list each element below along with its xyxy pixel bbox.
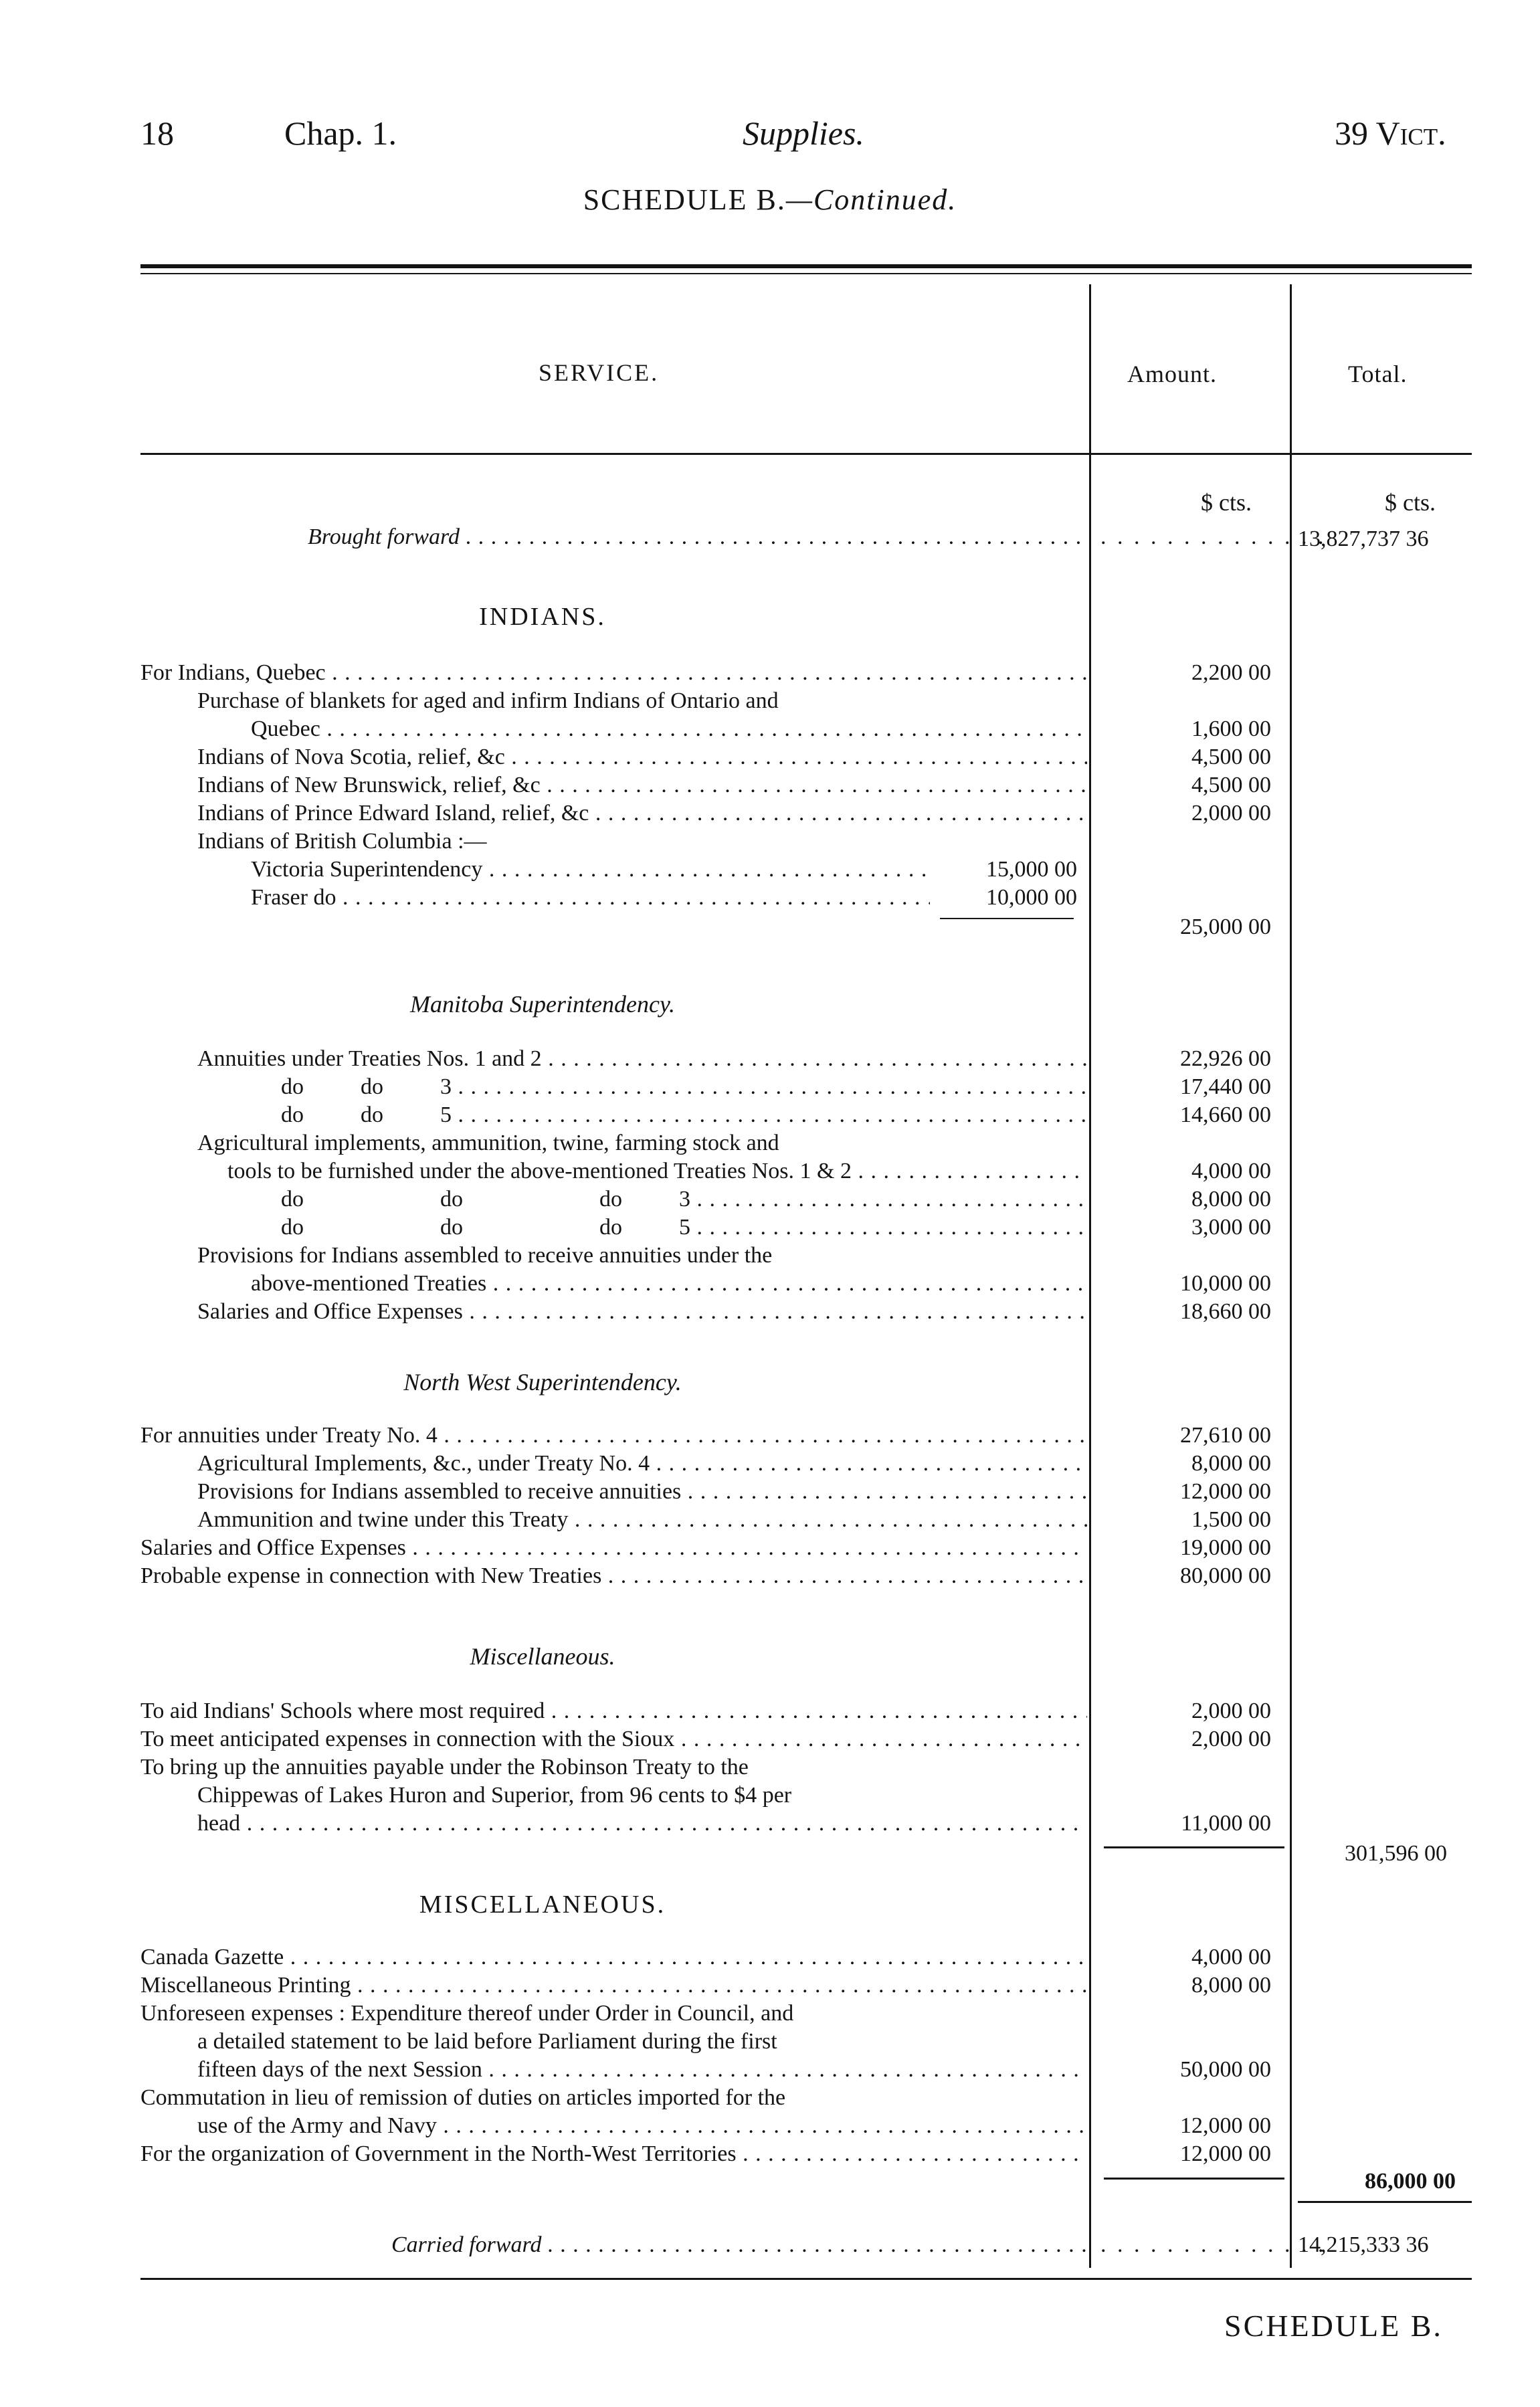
section-title-indians: INDIANS. bbox=[479, 603, 606, 631]
list-item: Victoria Superintendency . . . bbox=[251, 856, 930, 884]
carried-forward-dots: . . . . . . . . . . . . . . bbox=[1100, 2232, 1327, 2257]
amount-value: 1,500 00 bbox=[1191, 1507, 1271, 1532]
list-item: tools to be furnished under the above-mentioned Treaties Nos. 1 & 2 . . . bbox=[227, 1157, 1087, 1185]
list-item: To aid Indians' Schools where most required . . . bbox=[140, 1697, 1087, 1725]
chapter-label: Chap. 1. bbox=[284, 114, 397, 152]
running-title: Supplies. bbox=[743, 114, 864, 152]
list-item: Indians of Nova Scotia, relief, &c . . . bbox=[197, 743, 1087, 771]
list-item: Provisions for Indians assembled to receive annuities under the bbox=[197, 1243, 773, 1268]
list-item: fifteen days of the next Session . . . bbox=[197, 2056, 1087, 2084]
top-rule-thick bbox=[140, 264, 1472, 268]
amount-value: 3,000 00 bbox=[1191, 1215, 1271, 1240]
amount-value: 1,600 00 bbox=[1191, 716, 1271, 741]
list-item: To meet anticipated expenses in connection with the Sioux . . . bbox=[140, 1725, 1087, 1753]
carried-forward-label: Carried forward . . . bbox=[391, 2231, 1087, 2259]
amount-value: 8,000 00 bbox=[1191, 1187, 1271, 1212]
section-title-manitoba: Manitoba Superintendency. bbox=[410, 991, 675, 1018]
amount-value: 14,660 00 bbox=[1180, 1102, 1271, 1127]
amount-units: $ cts. bbox=[1201, 489, 1252, 516]
list-item: Commutation in lieu of remission of duties on articles imported for the bbox=[140, 2085, 786, 2110]
misc-amount-rule bbox=[1104, 2178, 1284, 2180]
amount-value: 4,500 00 bbox=[1191, 745, 1271, 769]
list-item: Chippewas of Lakes Huron and Superior, from 96 cents to $4 per bbox=[197, 1783, 792, 1808]
amount-value: 11,000 00 bbox=[1181, 1811, 1271, 1836]
list-item: Salaries and Office Expenses . . . bbox=[197, 1298, 1087, 1326]
list-item: above-mentioned Treaties . . . bbox=[251, 1270, 1087, 1298]
list-item: use of the Army and Navy . . . bbox=[197, 2112, 1087, 2140]
list-item: head . . . bbox=[197, 1810, 1087, 1838]
section-total-rule bbox=[1104, 1846, 1284, 1848]
brought-forward-row bbox=[308, 523, 1087, 551]
amount-value: 25,000 00 bbox=[1180, 914, 1271, 939]
amount-value: 17,440 00 bbox=[1180, 1074, 1271, 1099]
amount-value: 8,000 00 bbox=[1191, 1451, 1271, 1476]
amount-value: 50,000 00 bbox=[1180, 2057, 1271, 2082]
list-item: do do do 5 . . . bbox=[281, 1214, 1087, 1242]
column-divider-amount bbox=[1089, 284, 1091, 2268]
amount-value: 12,000 00 bbox=[1180, 2141, 1271, 2166]
carried-forward-total: 14,215,333 36 bbox=[1298, 2232, 1429, 2257]
subtotal-rule bbox=[940, 918, 1074, 919]
section-title-miscellaneous: MISCELLANEOUS. bbox=[419, 1891, 666, 1919]
list-item: Indians of British Columbia :— bbox=[197, 829, 487, 854]
schedule-heading bbox=[0, 183, 1540, 217]
list-item: a detailed statement to be laid before Parliament during the first bbox=[197, 2029, 777, 2054]
session-label: 39 Vict. bbox=[1335, 114, 1446, 152]
section-title-north-west: North West Superintendency. bbox=[403, 1369, 682, 1395]
column-head-total: Total. bbox=[1348, 361, 1408, 387]
section-total-indians: 301,596 00 bbox=[1345, 1841, 1447, 1866]
list-item: Unforeseen expenses : Expenditure thereof under Order in Council, and bbox=[140, 2001, 794, 2026]
catchword: SCHEDULE B. bbox=[1224, 2309, 1443, 2343]
amount-value: 4,000 00 bbox=[1191, 1159, 1271, 1183]
list-item: do do 5 . . . bbox=[281, 1101, 1087, 1129]
bottom-rule bbox=[140, 2278, 1472, 2280]
list-item: Quebec . . . bbox=[251, 715, 1087, 743]
list-item: Agricultural implements, ammunition, twine, farming stock and bbox=[197, 1131, 779, 1155]
top-rule-thin bbox=[140, 273, 1472, 274]
amount-value: 2,200 00 bbox=[1191, 660, 1271, 685]
list-item: Agricultural Implements, &c., under Treaty No. 4 . . . bbox=[197, 1450, 1087, 1478]
list-item: Canada Gazette . . . bbox=[140, 1943, 1087, 1971]
list-item: Miscellaneous Printing . . . bbox=[140, 1971, 1087, 2000]
amount-value: 2,000 00 bbox=[1191, 801, 1271, 826]
amount-value: 12,000 00 bbox=[1180, 1479, 1271, 1504]
list-item: Fraser do . . . bbox=[251, 884, 930, 912]
column-head-amount: Amount. bbox=[1127, 361, 1218, 387]
column-head-service: SERVICE. bbox=[539, 359, 660, 386]
amount-value: 27,610 00 bbox=[1180, 1423, 1271, 1448]
section-total-miscellaneous: 86,000 00 bbox=[1365, 2169, 1456, 2194]
brought-forward-dots: . . . . . . . . . . . . . . bbox=[1100, 524, 1327, 549]
amount-value: 12,000 00 bbox=[1180, 2113, 1271, 2138]
total-rule bbox=[1298, 2201, 1472, 2203]
amount-value: 8,000 00 bbox=[1191, 1973, 1271, 1998]
carried-forward-row bbox=[391, 2231, 1087, 2259]
list-item: For the organization of Government in the North-West Territories . . . bbox=[140, 2140, 1087, 2168]
list-item: Provisions for Indians assembled to receive annuities . . . bbox=[197, 1478, 1087, 1506]
list-item: Ammunition and twine under this Treaty . . . bbox=[197, 1506, 1087, 1534]
column-divider-total bbox=[1290, 284, 1292, 2268]
amount-value: 22,926 00 bbox=[1180, 1046, 1271, 1071]
list-item: To bring up the annuities payable under the Robinson Treaty to the bbox=[140, 1755, 749, 1779]
amount-value: 4,500 00 bbox=[1191, 773, 1271, 797]
list-item: Purchase of blankets for aged and infirm Indians of Ontario and bbox=[197, 688, 779, 713]
schedule-continued: —Continued. bbox=[785, 183, 957, 216]
total-units: $ cts. bbox=[1385, 489, 1436, 516]
amount-value: 2,000 00 bbox=[1191, 1699, 1271, 1723]
list-item: Annuities under Treaties Nos. 1 and 2 . . . bbox=[197, 1045, 1087, 1073]
amount-value: 2,000 00 bbox=[1191, 1727, 1271, 1751]
amount-value: 80,000 00 bbox=[1180, 1563, 1271, 1588]
amount-value: 10,000 00 bbox=[1180, 1271, 1271, 1296]
list-item: do do do 3 . . . bbox=[281, 1185, 1087, 1214]
schedule-name: SCHEDULE B. bbox=[583, 183, 786, 216]
list-item: For Indians, Quebec . . . bbox=[140, 659, 1087, 687]
header-rule bbox=[140, 453, 1472, 455]
list-item: For annuities under Treaty No. 4 . . . bbox=[140, 1422, 1087, 1450]
amount-value: 18,660 00 bbox=[1180, 1299, 1271, 1324]
list-item: Salaries and Office Expenses . . . bbox=[140, 1534, 1087, 1562]
amount-value: 4,000 00 bbox=[1191, 1945, 1271, 1969]
list-item: do do 3 . . . bbox=[281, 1073, 1087, 1101]
page-number: 18 bbox=[140, 114, 174, 152]
list-item: Indians of Prince Edward Island, relief, &c . . . bbox=[197, 799, 1087, 828]
list-item: Indians of New Brunswick, relief, &c . . . bbox=[197, 771, 1087, 799]
brought-forward-label: Brought forward . . . bbox=[308, 523, 1087, 551]
section-title-misc-indians: Miscellaneous. bbox=[470, 1643, 615, 1670]
sub-amount-value: 15,000 00 bbox=[986, 857, 1077, 882]
brought-forward-total: 13,827,737 36 bbox=[1298, 526, 1429, 551]
list-item: Probable expense in connection with New Treaties . . . bbox=[140, 1562, 1087, 1590]
amount-value: 19,000 00 bbox=[1180, 1535, 1271, 1560]
sub-amount-value: 10,000 00 bbox=[986, 885, 1077, 910]
